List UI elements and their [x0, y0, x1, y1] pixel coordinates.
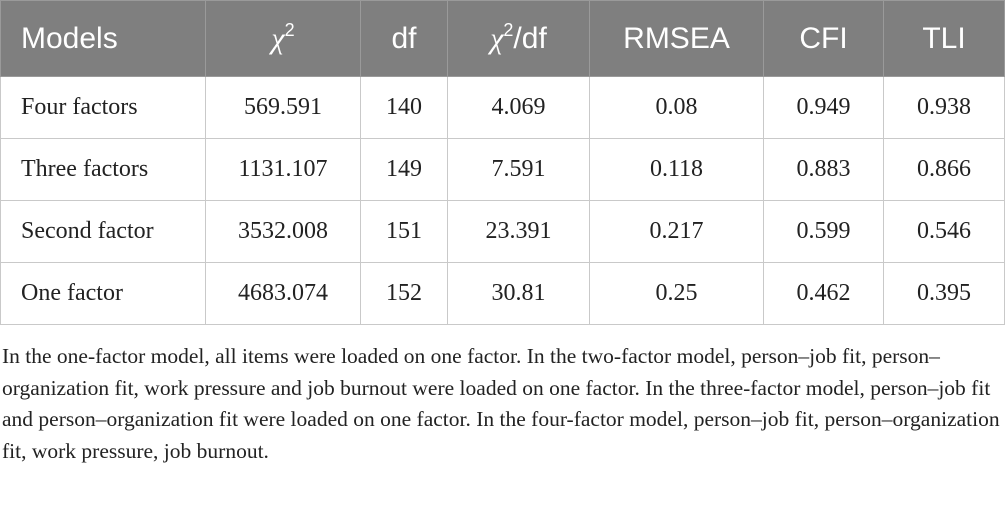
chi-superscript: 2 — [284, 19, 295, 40]
cell-tli: 0.938 — [884, 77, 1005, 139]
cell-chi2-df: 23.391 — [448, 201, 590, 263]
cell-cfi: 0.599 — [764, 201, 884, 263]
cell-cfi: 0.949 — [764, 77, 884, 139]
header-rmsea: RMSEA — [590, 1, 764, 77]
cell-model: One factor — [1, 263, 206, 325]
cell-model: Second factor — [1, 201, 206, 263]
header-chi-square — [206, 1, 361, 77]
table-footnote: In the one-factor model, all items were loaded on one factor. In the two-factor model, person–job fit, person–organization fit, work pressure and job burnout were loaded on one factor. In the three-factor model, person–job fit and person–organization fit were loaded on one factor. In the four-factor model, person–job fit, person–organization fit, work pressure, job burnout. — [2, 344, 1000, 463]
cell-tli: 0.546 — [884, 201, 1005, 263]
chi-symbol: χ — [271, 21, 285, 55]
header-models: Models — [1, 1, 206, 77]
header-df: df — [361, 1, 448, 77]
header-tli: TLI — [884, 1, 1005, 77]
cell-chi2-df: 7.591 — [448, 139, 590, 201]
cell-rmsea: 0.217 — [590, 201, 764, 263]
chi-df-suffix: /df — [513, 21, 547, 55]
header-chi-df — [448, 1, 590, 77]
cell-model: Four factors — [1, 77, 206, 139]
cell-chi2-df: 30.81 — [448, 263, 590, 325]
cell-df: 149 — [361, 139, 448, 201]
table-row — [1, 201, 1005, 263]
table-row — [1, 77, 1005, 139]
cell-df: 151 — [361, 201, 448, 263]
cell-tli: 0.395 — [884, 263, 1005, 325]
chi-df-symbol: χ — [490, 21, 504, 55]
table-row — [1, 139, 1005, 201]
cell-rmsea: 0.08 — [590, 77, 764, 139]
cell-df: 140 — [361, 77, 448, 139]
cell-cfi: 0.462 — [764, 263, 884, 325]
header-row — [1, 1, 1005, 77]
cell-chi2: 569.591 — [206, 77, 361, 139]
table-row — [1, 263, 1005, 325]
cell-cfi: 0.883 — [764, 139, 884, 201]
header-cfi: CFI — [764, 1, 884, 77]
cell-tli: 0.866 — [884, 139, 1005, 201]
cell-rmsea: 0.25 — [590, 263, 764, 325]
cell-chi2-df: 4.069 — [448, 77, 590, 139]
cell-chi2: 3532.008 — [206, 201, 361, 263]
cell-chi2: 1131.107 — [206, 139, 361, 201]
chi-df-superscript: 2 — [503, 19, 514, 40]
cell-model: Three factors — [1, 139, 206, 201]
cell-rmsea: 0.118 — [590, 139, 764, 201]
cell-chi2: 4683.074 — [206, 263, 361, 325]
cell-df: 152 — [361, 263, 448, 325]
